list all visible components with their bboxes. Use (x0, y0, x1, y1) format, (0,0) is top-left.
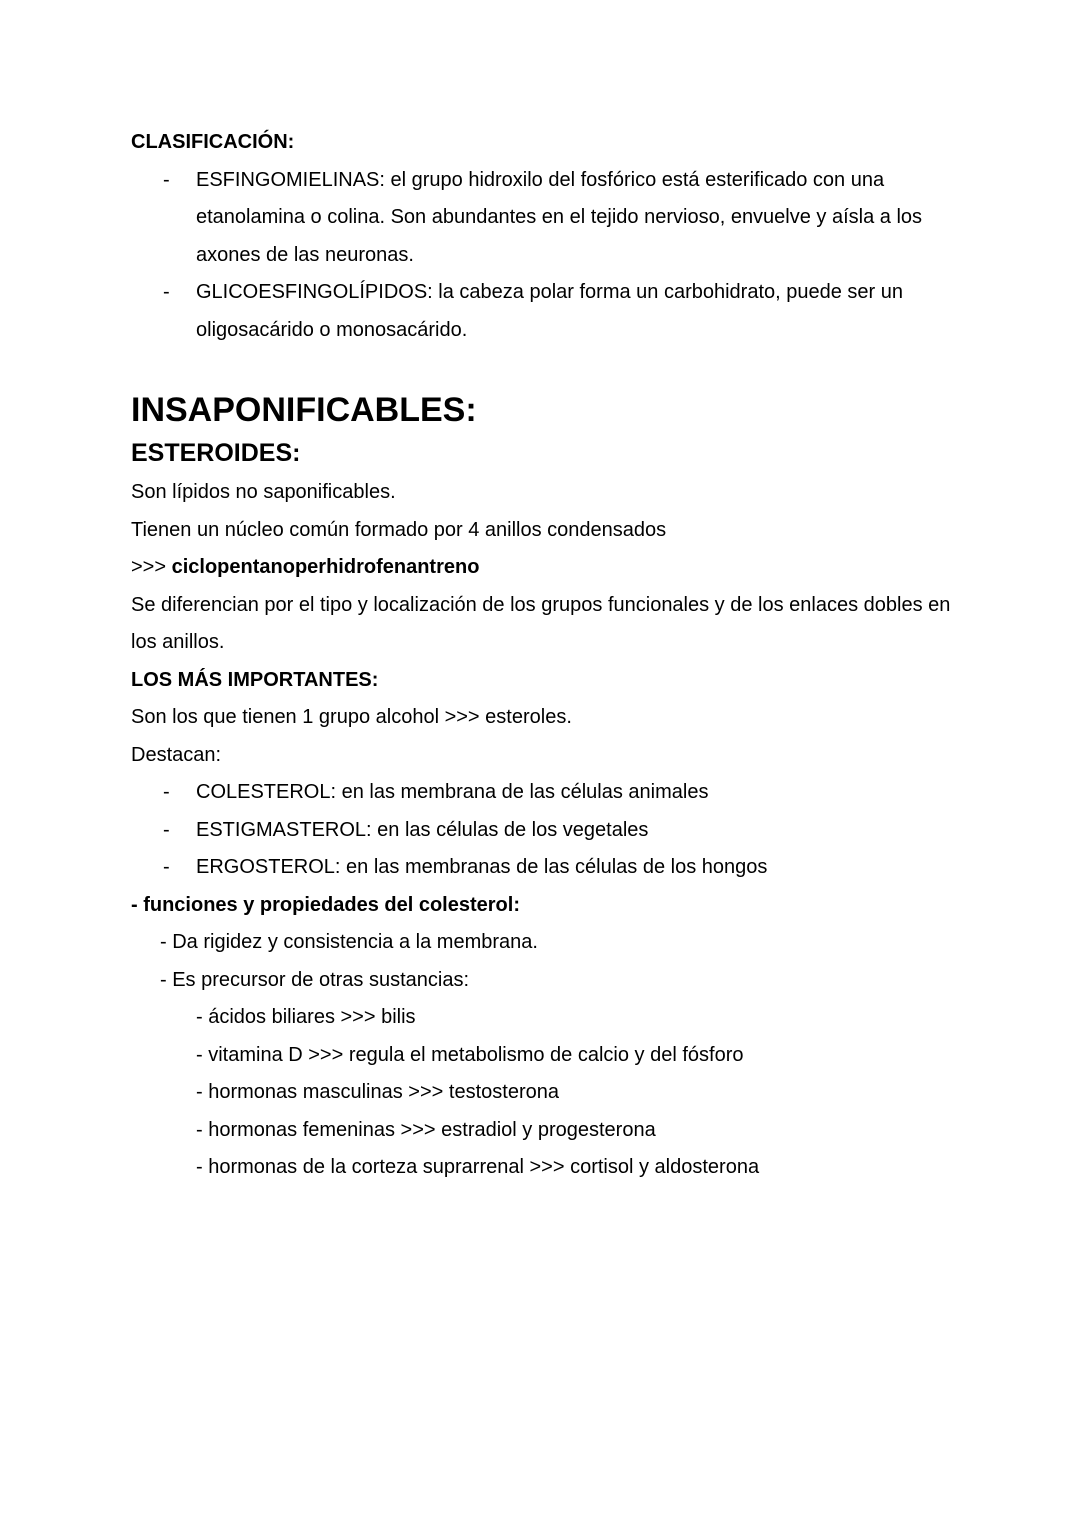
precursor-item: - hormonas femeninas >>> estradiol y progesterona (196, 1118, 656, 1141)
esteroides-heading: ESTEROIDES: (131, 439, 301, 467)
importantes-line-2: Destacan: (131, 743, 222, 766)
list-item (131, 812, 961, 850)
arrow-prefix: >>> (131, 556, 172, 578)
esteroles-list (131, 774, 961, 887)
document-page (131, 124, 961, 1187)
funciones-heading: - funciones y propiedades del colesterol: (131, 893, 520, 916)
insaponificables-title: INSAPONIFICABLES: (131, 391, 477, 429)
dash-marker: - (163, 781, 170, 803)
dash-marker: - (163, 818, 170, 841)
dash-marker: - (163, 168, 170, 191)
estigmasterol-text: ESTIGMASTEROL: en las células de los vegetales (196, 818, 649, 841)
dash-marker: - (163, 856, 170, 878)
funciones-item-1: - Da rigidez y consistencia a la membrana. (160, 931, 538, 953)
esteroides-line-3 (131, 549, 961, 587)
precursor-item: - vitamina D >>> regula el metabolismo de calcio y del fósforo (196, 1043, 744, 1066)
esteroides-line-2: Tienen un núcleo común formado por 4 anillos condensados (131, 518, 667, 541)
list-item (131, 274, 961, 349)
importantes-line-1: Son los que tienen 1 grupo alcohol >>> esteroles. (131, 706, 572, 728)
esteroides-line-4: Se diferencian por el tipo y localización de los grupos funcionales y de los enlaces dobles en los anillos. (131, 593, 951, 653)
colesterol-text: COLESTEROL: en las membrana de las células animales (196, 781, 709, 803)
clasificacion-heading: CLASIFICACIÓN: (131, 131, 295, 153)
ergosterol-text: ERGOSTEROL: en las membranas de las células de los hongos (196, 856, 768, 878)
precursor-item: - ácidos biliares >>> bilis (196, 1006, 416, 1028)
importantes-heading: LOS MÁS IMPORTANTES: (131, 668, 379, 691)
list-item (131, 162, 961, 275)
precursor-item: - hormonas de la corteza suprarrenal >>> cortisol y aldosterona (196, 1156, 760, 1178)
esteroides-line-1: Son lípidos no saponificables. (131, 481, 396, 503)
esfingomielinas-text: ESFINGOMIELINAS: el grupo hidroxilo del fosfórico está esterificado con una etanolamina o colina. Son abundantes en el tejido nervioso, envuelve y aísla a los axones de las neuronas. (196, 168, 923, 266)
nucleo-name: ciclopentanoperhidrofenantreno (171, 556, 480, 578)
glicoesfingolipidos-text: GLICOESFINGOLÍPIDOS: la cabeza polar forma un carbohidrato, puede ser un oligosacárido o monosacárido. (196, 281, 904, 341)
list-item (131, 774, 961, 812)
dash-marker: - (163, 281, 170, 303)
clasificacion-list (131, 162, 961, 350)
funciones-item-2: - Es precursor de otras sustancias: (160, 968, 470, 991)
list-item (131, 849, 961, 887)
precursor-item: - hormonas masculinas >>> testosterona (196, 1081, 559, 1103)
